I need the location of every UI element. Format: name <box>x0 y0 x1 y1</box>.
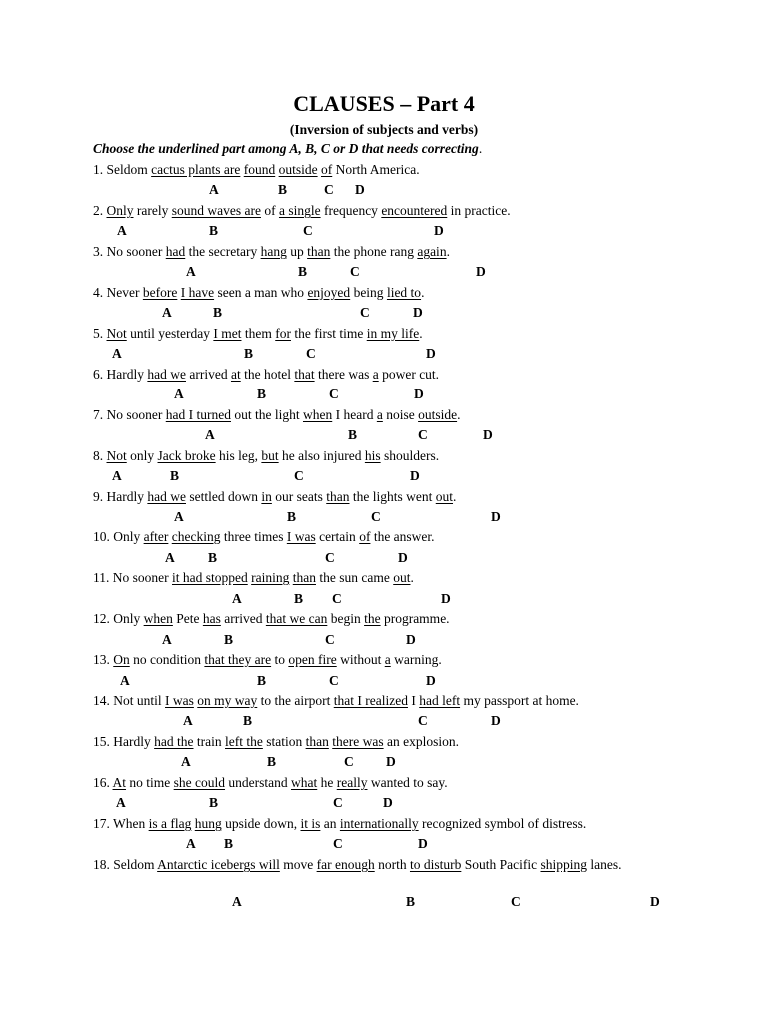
underlined-option: in my life <box>366 326 420 341</box>
question-4 <box>93 285 678 301</box>
underlined-option: on my way <box>197 693 258 708</box>
sentence-text: 17. When <box>93 816 149 831</box>
option-letter-d: D <box>426 346 436 361</box>
sentence-text: . <box>446 244 450 259</box>
sentence-text: North America. <box>332 162 420 177</box>
underlined-option: out <box>435 489 454 504</box>
sentence-text: the sun came <box>316 570 394 585</box>
option-letter-c: C <box>350 264 360 279</box>
option-letter-c: C <box>418 713 428 728</box>
underlined-option: out <box>393 570 411 585</box>
sentence-text: shoulders. <box>380 448 440 463</box>
option-letter-b: B <box>170 468 180 483</box>
option-letter-b: B <box>257 386 267 401</box>
option-letter-a: A <box>112 468 122 483</box>
page-title: CLAUSES – Part 4 <box>293 91 475 116</box>
option-letter-d: D <box>410 468 420 483</box>
sentence-text: 3. No sooner <box>93 244 166 259</box>
underlined-option: a single <box>278 203 321 218</box>
option-letters-row <box>0 673 768 689</box>
underlined-option: encountered <box>381 203 448 218</box>
option-letters-row <box>0 591 768 607</box>
underlined-option: Jack broke <box>157 448 216 463</box>
option-letter-a: A <box>162 632 172 647</box>
underlined-option: found <box>243 162 276 177</box>
sentence-text: an <box>320 816 340 831</box>
sentence-text: in practice. <box>447 203 511 218</box>
underlined-option: that they are <box>204 652 272 667</box>
option-letter-c: C <box>333 795 343 810</box>
option-letter-d: D <box>476 264 486 279</box>
sentence-text: 6. Hardly <box>93 367 148 382</box>
sentence-text: warning. <box>390 652 442 667</box>
question-11 <box>93 570 678 586</box>
option-letter-a: A <box>116 795 126 810</box>
sentence-text: seen a man who <box>214 285 308 300</box>
sentence-text: there was <box>314 367 373 382</box>
underlined-option: lied to <box>386 285 422 300</box>
question-13 <box>93 652 678 668</box>
option-letter-d: D <box>418 836 428 851</box>
sentence-text: the secretary <box>185 244 261 259</box>
underlined-option: checking <box>171 529 221 544</box>
option-letters-row <box>0 468 768 484</box>
underlined-option: had <box>165 244 186 259</box>
question-7 <box>93 407 678 423</box>
option-letter-a: A <box>174 509 184 524</box>
option-letter-d: D <box>426 673 436 688</box>
underlined-option: I was <box>165 693 194 708</box>
sentence-text: without <box>336 652 385 667</box>
option-letter-b: B <box>287 509 297 524</box>
option-letter-c: C <box>303 223 313 238</box>
sentence-text: our seats <box>271 489 327 504</box>
underlined-option: after <box>143 529 169 544</box>
underlined-option: Only <box>106 203 134 218</box>
sentence-text: 4. Never <box>93 285 143 300</box>
option-letter-a: A <box>165 550 175 565</box>
underlined-option: hung <box>194 816 222 831</box>
underlined-option: before <box>142 285 178 300</box>
option-letter-c: C <box>324 182 334 197</box>
option-letter-b: B <box>224 632 234 647</box>
underlined-option: a <box>384 652 391 667</box>
option-letter-b: B <box>278 182 288 197</box>
underlined-option: to disturb <box>409 857 462 872</box>
option-letter-a: A <box>209 182 219 197</box>
sentence-text: lanes. <box>587 857 622 872</box>
option-letter-a: A <box>181 754 191 769</box>
question-15 <box>93 734 678 750</box>
option-letter-a: A <box>232 591 242 606</box>
option-letter-a: A <box>205 427 215 442</box>
underlined-option: really <box>336 775 368 790</box>
question-5 <box>93 326 678 342</box>
underlined-option: that <box>294 367 315 382</box>
sentence-text: the first time <box>290 326 367 341</box>
sentence-text: 7. No sooner <box>93 407 166 422</box>
sentence-text: up <box>286 244 308 259</box>
option-letter-a: A <box>232 894 242 909</box>
underlined-option: at <box>230 367 241 382</box>
sentence-text: 5. <box>93 326 107 341</box>
option-letter-d: D <box>414 386 424 401</box>
underlined-option: that we can <box>265 611 328 626</box>
underlined-option: it had stopped <box>172 570 248 585</box>
sentence-text: 16. <box>93 775 113 790</box>
option-letters-row <box>0 264 768 280</box>
option-letter-c: C <box>360 305 370 320</box>
question-3 <box>93 244 678 260</box>
underlined-option: is a flag <box>148 816 192 831</box>
sentence-text: wanted to say. <box>367 775 448 790</box>
underlined-option: I met <box>213 326 242 341</box>
option-letter-b: B <box>244 346 254 361</box>
option-letter-b: B <box>257 673 267 688</box>
option-letter-c: C <box>344 754 354 769</box>
sentence-text: understand <box>225 775 291 790</box>
sentence-text: the answer. <box>370 529 435 544</box>
option-letters-row <box>0 346 768 362</box>
sentence-text: I heard <box>332 407 377 422</box>
option-letter-c: C <box>332 591 342 606</box>
sentence-text: his leg, <box>215 448 262 463</box>
underlined-option: but <box>261 448 279 463</box>
sentence-text: to the airport <box>257 693 334 708</box>
sentence-text: 18. Seldom <box>93 857 158 872</box>
option-letter-c: C <box>329 386 339 401</box>
sentence-text: 12. Only <box>93 611 144 626</box>
underlined-option: At <box>112 775 127 790</box>
option-letter-a: A <box>162 305 172 320</box>
underlined-option: raining <box>251 570 290 585</box>
sentence-text: he <box>317 775 337 790</box>
option-letter-d: D <box>483 427 493 442</box>
option-letter-c: C <box>371 509 381 524</box>
question-18 <box>93 857 678 873</box>
option-letter-d: D <box>413 305 423 320</box>
sentence-text: arrived <box>220 611 266 626</box>
underlined-option: again <box>417 244 447 259</box>
sentence-text: an explosion. <box>383 734 459 749</box>
option-letter-a: A <box>183 713 193 728</box>
sentence-text: being <box>350 285 387 300</box>
underlined-option: left the <box>225 734 263 749</box>
option-letter-b: B <box>406 894 416 909</box>
underlined-option: I have <box>180 285 215 300</box>
option-letter-d: D <box>386 754 396 769</box>
underlined-option: sound waves are <box>171 203 261 218</box>
underlined-option: had we <box>147 367 186 382</box>
option-letter-d: D <box>355 182 365 197</box>
option-letter-b: B <box>224 836 234 851</box>
option-letter-b: B <box>348 427 358 442</box>
option-letter-b: B <box>213 305 223 320</box>
underlined-option: a <box>372 367 379 382</box>
sentence-text: 1. Seldom <box>93 162 152 177</box>
underlined-option: Not <box>106 448 127 463</box>
sentence-text: certain <box>315 529 360 544</box>
question-2 <box>93 203 678 219</box>
underlined-option: of <box>359 529 371 544</box>
sentence-text: settled down <box>185 489 262 504</box>
underlined-option: for <box>275 326 291 341</box>
underlined-option: that I realized <box>333 693 408 708</box>
question-8 <box>93 448 678 464</box>
sentence-text: 8. <box>93 448 107 463</box>
underlined-option: outside <box>418 407 458 422</box>
option-letter-a: A <box>112 346 122 361</box>
sentence-text: move <box>279 857 317 872</box>
option-letters-row <box>0 223 768 239</box>
underlined-option: his <box>364 448 381 463</box>
sentence-text: . <box>421 285 425 300</box>
question-17 <box>93 816 678 832</box>
underlined-option: Not <box>106 326 127 341</box>
option-letter-d: D <box>441 591 451 606</box>
option-letter-b: B <box>298 264 308 279</box>
option-letter-c: C <box>325 632 335 647</box>
underlined-option: had we <box>147 489 186 504</box>
sentence-text: upside down, <box>221 816 301 831</box>
question-1 <box>93 162 678 178</box>
option-letter-a: A <box>186 836 196 851</box>
option-letter-c: C <box>418 427 428 442</box>
sentence-text: 15. Hardly <box>93 734 155 749</box>
option-letters-row <box>0 427 768 443</box>
question-12 <box>93 611 678 627</box>
underlined-option: the <box>364 611 381 626</box>
underlined-option: than <box>307 244 331 259</box>
underlined-option: in <box>261 489 272 504</box>
underlined-option: far enough <box>316 857 375 872</box>
underlined-option: it is <box>300 816 321 831</box>
option-letter-b: B <box>208 550 218 565</box>
option-letter-c: C <box>329 673 339 688</box>
underlined-option: I was <box>286 529 316 544</box>
underlined-option: had I turned <box>165 407 231 422</box>
sentence-text: them <box>241 326 276 341</box>
sentence-text: 14. Not until <box>93 693 166 708</box>
sentence-text: no time <box>126 775 174 790</box>
sentence-text: rarely <box>133 203 172 218</box>
option-letters-row <box>0 632 768 648</box>
underlined-option: cactus plants are <box>151 162 241 177</box>
option-letter-d: D <box>491 509 501 524</box>
sentence-text: . <box>457 407 461 422</box>
instruction-period: . <box>478 141 483 156</box>
option-letters-row <box>0 894 768 910</box>
sentence-text: programme. <box>380 611 450 626</box>
sentence-text: my passport at home. <box>460 693 579 708</box>
option-letter-c: C <box>306 346 316 361</box>
underlined-option: enjoyed <box>307 285 351 300</box>
sentence-text: I <box>407 693 420 708</box>
option-letters-row <box>0 509 768 525</box>
sentence-text: 2. <box>93 203 107 218</box>
underlined-option: outside <box>278 162 318 177</box>
option-letter-d: D <box>650 894 660 909</box>
option-letters-row <box>0 713 768 729</box>
option-letter-c: C <box>294 468 304 483</box>
option-letters-row <box>0 182 768 198</box>
sentence-text: frequency <box>320 203 382 218</box>
sentence-text: train <box>193 734 225 749</box>
sentence-text: to <box>271 652 289 667</box>
page-subtitle: (Inversion of subjects and verbs) <box>289 122 479 137</box>
underlined-option: she could <box>173 775 226 790</box>
option-letter-d: D <box>406 632 416 647</box>
sentence-text: recognized symbol of distress. <box>418 816 587 831</box>
underlined-option: than <box>305 734 329 749</box>
option-letters-row <box>0 836 768 852</box>
question-6 <box>93 367 678 383</box>
option-letter-c: C <box>511 894 521 909</box>
sentence-text: of <box>260 203 279 218</box>
sentence-text: the phone rang <box>330 244 418 259</box>
option-letters-row <box>0 305 768 321</box>
sentence-text: north <box>374 857 410 872</box>
option-letter-c: C <box>325 550 335 565</box>
option-letter-d: D <box>383 795 393 810</box>
underlined-option: Antarctic icebergs will <box>157 857 280 872</box>
option-letter-b: B <box>267 754 277 769</box>
question-10 <box>93 529 678 545</box>
question-14 <box>93 693 678 709</box>
underlined-option: had the <box>154 734 194 749</box>
sentence-text: . <box>453 489 457 504</box>
underlined-option: when <box>143 611 173 626</box>
option-letter-b: B <box>209 223 219 238</box>
sentence-text: South Pacific <box>461 857 541 872</box>
sentence-text: the hotel <box>240 367 295 382</box>
option-letter-a: A <box>174 386 184 401</box>
underlined-option: had left <box>419 693 461 708</box>
instructions <box>93 140 482 157</box>
sentence-text: 13. <box>93 652 114 667</box>
option-letter-b: B <box>209 795 219 810</box>
option-letter-b: B <box>294 591 304 606</box>
underlined-option: internationally <box>339 816 419 831</box>
sentence-text: 9. Hardly <box>93 489 148 504</box>
option-letter-a: A <box>120 673 130 688</box>
option-letters-row <box>0 754 768 770</box>
underlined-option: what <box>291 775 318 790</box>
underlined-option: shipping <box>540 857 587 872</box>
question-16 <box>93 775 678 791</box>
option-letter-c: C <box>333 836 343 851</box>
underlined-option: than <box>292 570 316 585</box>
sentence-text: only <box>126 448 158 463</box>
instruction-text: Choose the underlined part among A, B, C or D that needs correcting <box>93 141 479 156</box>
sentence-text: out the light <box>230 407 303 422</box>
sentence-text: three times <box>220 529 287 544</box>
sentence-text: 11. No sooner <box>93 570 172 585</box>
sentence-text: station <box>262 734 306 749</box>
sentence-text: he also injured <box>278 448 365 463</box>
option-letter-b: B <box>243 713 253 728</box>
underlined-option: there was <box>332 734 384 749</box>
option-letters-row <box>0 550 768 566</box>
sentence-text: . <box>419 326 423 341</box>
underlined-option: a <box>376 407 383 422</box>
sentence-text: the lights went <box>349 489 436 504</box>
option-letters-row <box>0 386 768 402</box>
underlined-option: has <box>202 611 221 626</box>
underlined-option: open fire <box>288 652 337 667</box>
sentence-text: no condition <box>129 652 205 667</box>
underlined-option: than <box>326 489 350 504</box>
option-letter-d: D <box>398 550 408 565</box>
underlined-option: when <box>302 407 333 422</box>
option-letter-a: A <box>186 264 196 279</box>
underlined-option: hang <box>260 244 287 259</box>
sentence-text: noise <box>382 407 419 422</box>
option-letter-d: D <box>491 713 501 728</box>
sentence-text: begin <box>327 611 365 626</box>
option-letter-d: D <box>434 223 444 238</box>
underlined-option: On <box>113 652 130 667</box>
sentence-text: 10. Only <box>93 529 144 544</box>
sentence-text: power cut. <box>378 367 440 382</box>
option-letter-a: A <box>117 223 127 238</box>
underlined-option: of <box>320 162 333 177</box>
question-9 <box>93 489 678 505</box>
sentence-text: . <box>410 570 414 585</box>
option-letters-row <box>0 795 768 811</box>
sentence-text: arrived <box>185 367 231 382</box>
sentence-text: until yesterday <box>126 326 214 341</box>
sentence-text: Pete <box>172 611 203 626</box>
